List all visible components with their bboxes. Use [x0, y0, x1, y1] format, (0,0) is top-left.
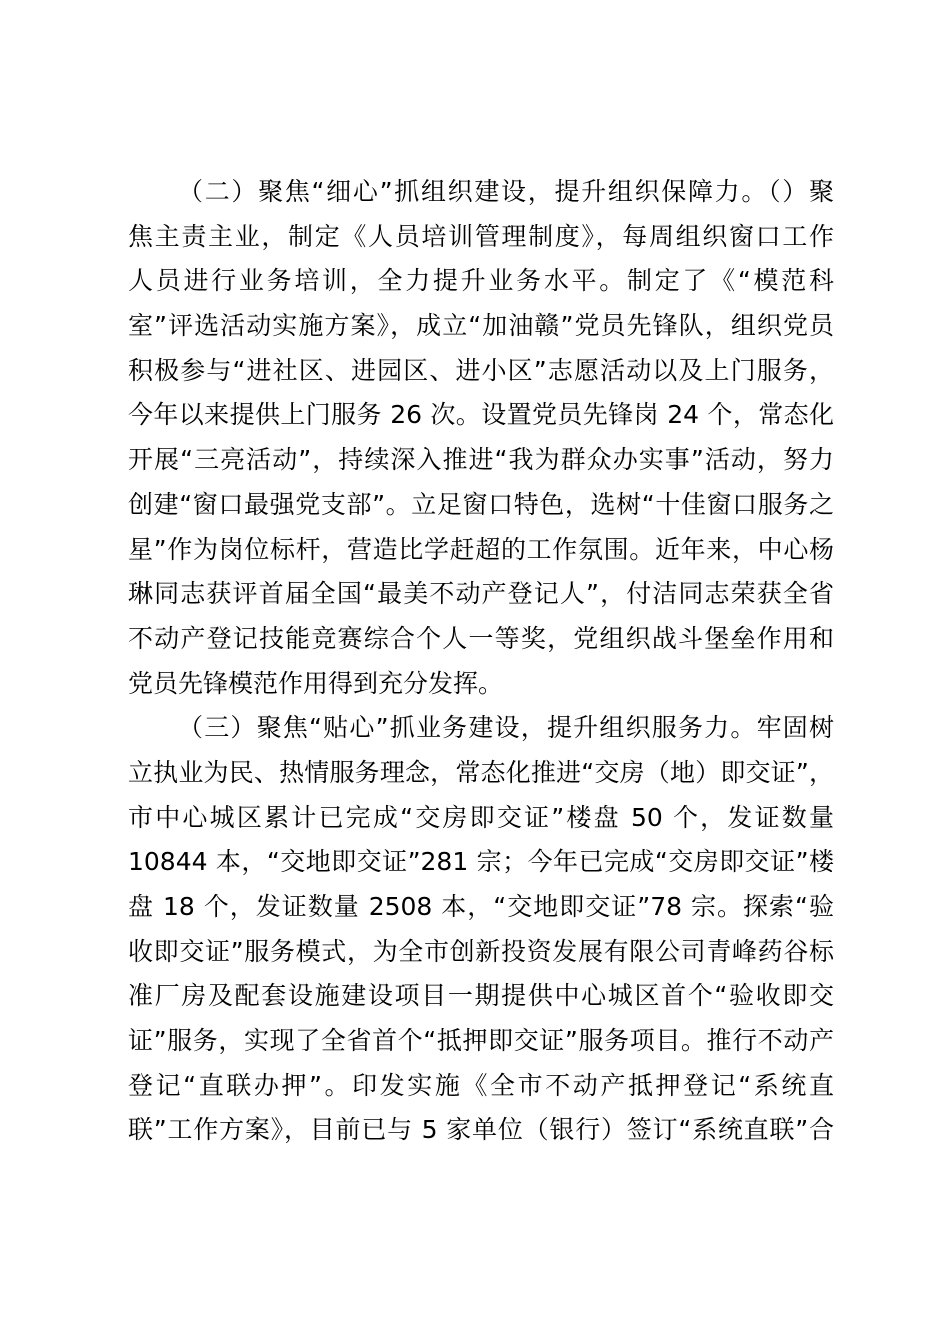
text-line: 登记“直联办押”。印发实施《全市不动产抵押登记“系统直: [128, 1070, 834, 1100]
text-line: 人员进行业务培训，全力提升业务水平。制定了《“模范科: [128, 266, 834, 296]
text-line: 积极参与“进社区、进园区、进小区”志愿活动以及上门服务，: [128, 355, 834, 385]
text-line: 室”评选活动实施方案》，成立“加油赣”党员先锋队，组织党员: [128, 311, 834, 341]
text-line: 党员先锋模范作用得到充分发挥。: [128, 668, 504, 698]
text-line: 不动产登记技能竞赛综合个人一等奖，党组织战斗堡垒作用和: [128, 623, 834, 653]
text-line: 今年以来提供上门服务 26 次。设置党员先锋岗 24 个，常态化: [128, 400, 834, 430]
text-line: 开展“三亮活动”，持续深入推进“我为群众办实事”活动，努力: [128, 445, 834, 475]
text-line: 星”作为岗位标杆，营造比学赶超的工作氛围。近年来，中心杨: [128, 534, 834, 564]
paragraph-organization-building: [128, 170, 834, 706]
text-line: 联”工作方案》，目前已与 5 家单位（银行）签订“系统直联”合: [128, 1115, 834, 1145]
text-line: 琳同志获评首届全国“最美不动产登记人”，付洁同志荣获全省: [128, 579, 834, 609]
text-line: 创建“窗口最强党支部”。立足窗口特色，选树“十佳窗口服务之: [128, 489, 834, 519]
text-line: 10844 本，“交地即交证”281 宗；今年已完成“交房即交证”楼: [128, 847, 834, 877]
text-line: （二）聚焦“细心”抓组织建设，提升组织保障力。（）聚: [178, 177, 834, 206]
text-line: 焦主责主业，制定《人员培训管理制度》，每周组织窗口工作: [128, 221, 834, 251]
body-text: [128, 170, 834, 1153]
paragraph-business-building: [128, 706, 834, 1153]
text-line: 市中心城区累计已完成“交房即交证”楼盘 50 个，发证数量: [128, 802, 834, 832]
text-line: 立执业为民、热情服务理念，常态化推进“交房（地）即交证”，: [128, 757, 834, 787]
text-line: 准厂房及配套设施建设项目一期提供中心城区首个“验收即交: [128, 981, 834, 1011]
text-line: （三）聚焦“贴心”抓业务建设，提升组织服务力。牢固树: [178, 713, 834, 743]
text-line: 收即交证”服务模式，为全市创新投资发展有限公司青峰药谷标: [128, 936, 834, 966]
text-line: 盘 18 个，发证数量 2508 本，“交地即交证”78 宗。探索“验: [128, 892, 834, 921]
text-line: 证”服务，实现了全省首个“抵押即交证”服务项目。推行不动产: [128, 1026, 834, 1056]
